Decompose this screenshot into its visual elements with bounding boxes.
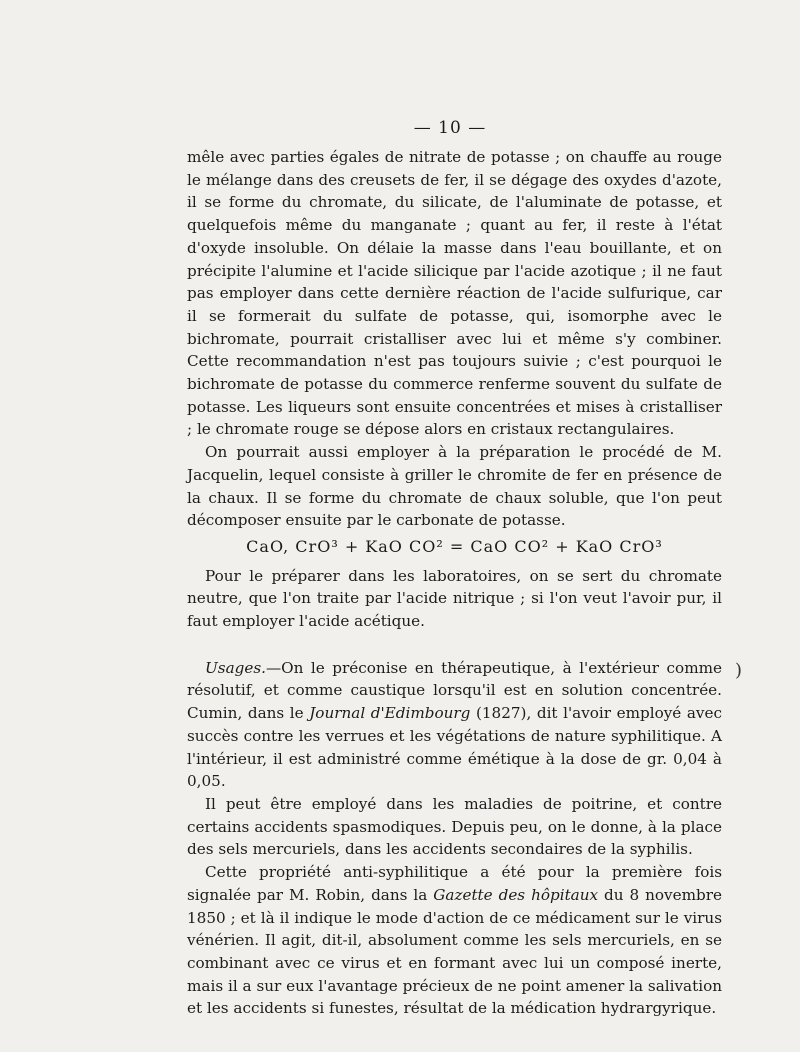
robin-text-2: du 8 novembre 1850 ; et là il indique le mode d'action de ce médicament sur le virus vénérien. Il agit, dit-il, absolument comme les sels mercuriels, en se combinant avec ce virus et en formant avec lui un composé inerte, mais il a sur eux l'avantage précieux de ne point amener la salivation et les accidents si funestes, résultat de la médication hydrargyrique. <box>187 885 722 1018</box>
usages-label: Usages. <box>205 658 266 677</box>
gazette-title: Gazette des hôpitaux <box>433 885 599 904</box>
margin-mark: ) <box>734 660 742 681</box>
paragraph-jacquelin: On pourrait aussi employer à la préparation le procédé de M. Jacquelin, lequel consiste à griller le chromite de fer en présence de la chaux. Il se forme du chromate de chaux soluble, que l'on peut décomposer ensuite par le carbonate de potasse. <box>187 443 722 530</box>
paragraph-usages <box>187 657 722 793</box>
usages-text-1: —On le préconise en thérapeutique, à l'extérieur comme résolutif, et comme caustique lorsqu'il est en solution concentrée. Cumin, dans le <box>187 658 722 723</box>
robin-text-1: Cette propriété anti-syphilitique a été pour la première fois signalée par M. Robin, dans la <box>187 863 722 904</box>
paragraph-preparation: mêle avec parties égales de nitrate de potasse ; on chauffe au rouge le mélange dans des creusets de fer, il se dégage des oxydes d'azote, il se forme du chromate, du silicate, de l'aluminate de potasse, et quelquefois même du manganate ; quant au fer, il reste à l'état d'oxyde insoluble. On délaie la masse dans l'eau bouillante, et on précipite l'alumine et l'acide silicique par l'acide azotique ; il ne faut pas employer dans cette dernière réaction de l'acide sulfurique, car il se formerait du sulfate de potasse, qui, isomorphe avec le bichromate, pourrait cristalliser avec lui et même s'y combiner. Cette recommandation n'est pas toujours suivie ; c'est pourquoi le bichromate de potasse du commerce renferme souvent du sulfate de potasse. Les liqueurs sont ensuite concentrées et mises à cristalliser ; le chromate rouge se dépose alors en cristaux rectangulaires. <box>187 148 722 439</box>
journal-title: Journal d'Edimbourg <box>309 704 471 723</box>
paragraph-indications: Il peut être employé dans les maladies de poitrine, et contre certains accidents spasmodiques. Depuis peu, on le donne, à la place des sels mercuriels, dans les accidents secondaires de la syphilis. <box>187 794 722 859</box>
chemical-formula: CaO, CrO³ + KaO CO² = CaO CO² + KaO CrO³ <box>246 536 663 556</box>
paragraph-laboratory: Pour le préparer dans les laboratoires, on se sert du chromate neutre, que l'on traite par l'acide nitrique ; si l'on veut l'avoir pur, il faut employer l'acide acétique. <box>187 566 722 631</box>
page-number: — 10 — <box>413 118 487 138</box>
usages-text-2: (1827), dit l'avoir employé avec succès contre les verrues et les végétations de nature syphilitique. A l'intérieur, il est administré comme émétique à la dose de gr. 0,04 à 0,05. <box>187 704 723 791</box>
paragraph-robin <box>187 861 722 1020</box>
section-gap <box>187 633 722 657</box>
body-text <box>187 146 722 1020</box>
